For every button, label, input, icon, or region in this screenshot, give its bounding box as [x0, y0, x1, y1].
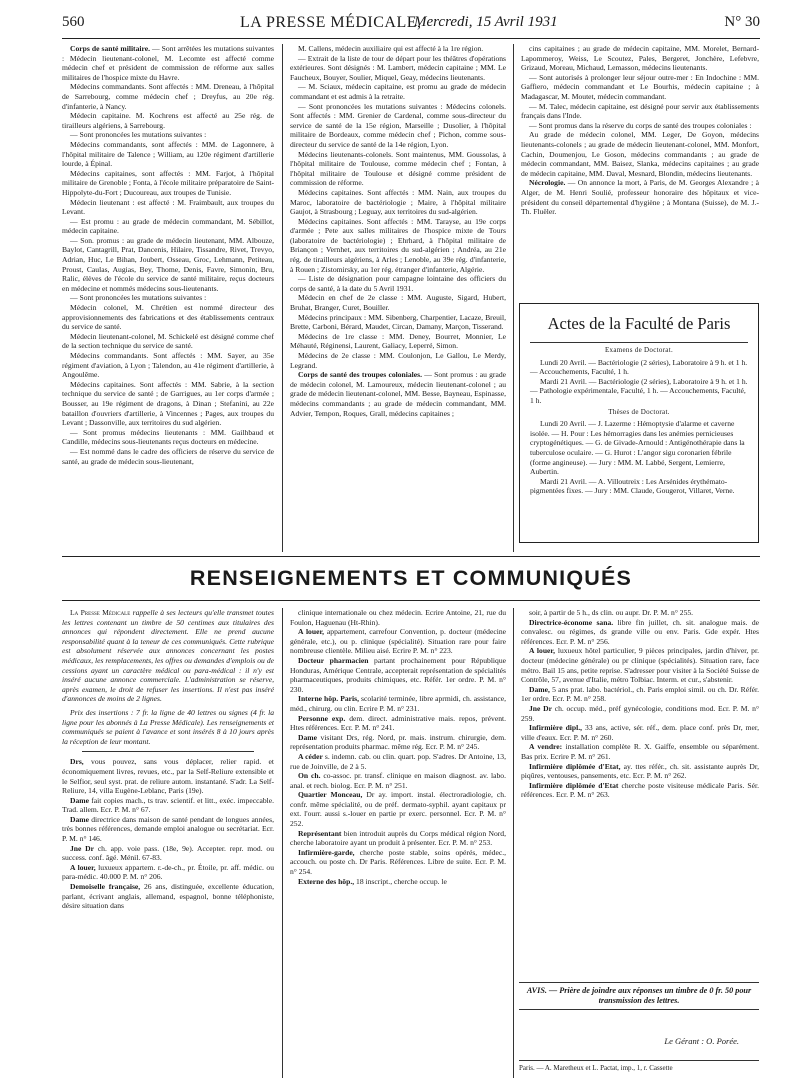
news-paragraph: Médecin capitaine. M. Kochrens est affecté au 25e rég. de tirailleurs algériens, à Sarrebourg. [62, 111, 274, 130]
classified-ad: A louer, appartement, carrefour Convention, p. docteur (médecine générale, etc.), ou p. clinique (spécialité). Situation rare pour faire nombreuse clientèle. Milieu aisé. Ecrire P. M. n° 223. [290, 627, 506, 656]
news-paragraph: Médecins capitaines, sont affectés : MM. Farjot, à l'hôpital militaire de Grenoble ; Fonta, à l'école militaire préparatoire de Saint-Hippolyte-du-Fort ; Ducoureau, aux troupes de Tunisie. [62, 168, 274, 197]
news-paragraph: Médecins capitaines. Sont affectés : MM. Tarayse, au 19e corps d'armée ; Pete aux salles militaires de l'hospice mixte de Tours (laboratoire de bactériologie) ; Ehrhard, à l'hôpital militaire de Briançon ; Vernhet, aux territoires du sud-algérien ; Andréa, au 21e rég. de tirailleurs algériens, à Arles ; Lenoble, au 39e rég. d'infanterie, à Rouen ; Zistomirsky, au 1er rég. étranger d'infanterie, Algérie. [290, 216, 506, 274]
news-paragraph-title: Corps de santé militaire. [70, 44, 150, 53]
classified-ad-title: Externe des hôp., [298, 876, 355, 886]
news-paragraph: Médecins commandants. Sont affectés : MM. Dreneau, à l'hôpital de Sarrebourg, comme médecin chef ; Dreyfus, au 20e rég. d'infanterie, à Nancy. [62, 82, 274, 111]
classified-ad-title: Directrice-économe sana. [529, 617, 614, 627]
page-number: 560 [62, 14, 85, 30]
classified-ad: clinique internationale ou chez médecin. Ecrire Antoine, 21, rue du Foulon, Haguenau (Ht-Rhin). [290, 608, 506, 627]
news-paragraph: — Son. promus : au grade de médecin lieutenant, MM. Albouze, Baylot, Cantagrill, Prat, Dancenis, Hilaire, Tissandre, Rivet, Trevyo, Adrian, Huc, Le Bihan, Joubert, Osseau, Groc, Lehmann, Petiteau, Proust, Caulas, Augias, Bey, Thome, Denis, Favre, Simonin, Bru, Ralic, élèves de l'école du service de santé militaire, reçus docteurs en médecine et nommés médecins sous-lieutenants. [62, 235, 274, 293]
news-paragraph: — Sont prononcées les mutations suivantes : [70, 293, 207, 303]
news-paragraph: Médecins principaux : MM. Sibenberg, Charpentier, Lacaze, Breuil, Brette, Carboni, Bérard, Maudet, Circan, Damany, Marçon, Tisserand. [290, 312, 506, 332]
classified-ad: On ch. co-assoc. pr. transf. clinique en maison diagnost. av. labo. anal. et rech. biolog. Ecr. P. M. n° 251. [290, 771, 506, 790]
exams-heading: Examens de Doctorat. [604, 346, 673, 354]
gerant-signature: Le Gérant : O. Porée. [664, 1036, 739, 1046]
classified-ad: Infirmière-garde, cherche poste stable, soins opérés, médec., accouch. ou poste ch. Dr Paris. Références. Libre de suite. Ecr. P. M. n° 254. [290, 847, 506, 877]
avis-notice: AVIS. — Prière de joindre aux réponses un timbre de 0 fr. 50 pour transmission des lettres. [519, 982, 759, 1010]
classified-ad: Jne Dr ch. app. voie pass. (18e, 9e). Accepter. repr. mod. ou success. conf. âgé. Ménil. 67-83. [62, 843, 274, 863]
classified-ad-title: Infirmière diplômée d'Etat, [529, 761, 621, 771]
news-paragraph: Corps de santé des troupes coloniales. — Sont promus : au grade de médecin colonel, M. Lamoureux, médecin lieutenant-colonel ; au grade de médecin lieutenant-colonel, MM. Besse, Bayneau, Espinasse, médecins commandants ; au grade de médecin commandant, MM. Advier, Tempon, Roques, Grall, médecins capitaines ; [290, 370, 506, 418]
classified-ad-title: Dame [298, 732, 317, 742]
news-paragraph: — Sont promus médecins lieutenants : MM. Gailhbaud et Candille, médecins sous-lieutenants reçus docteurs en médecine. [62, 427, 274, 447]
classified-ad-title: Dame [70, 795, 89, 805]
thesis-entry: Mardi 21 Avril. — A. Villoutreix : Les Arsénides érythémato-pigmentées fixes. — Jury : MM. Claude, Gougerot, Villaret, Verne. [530, 476, 735, 496]
faculty-title-rule [530, 342, 748, 343]
column-ads-1 [62, 608, 274, 1078]
classified-ad: Interne hôp. Paris, scolarité terminée, libre aprmidi, ch. assistance, méd., chirurg. ou clin. Ecrire P. M. n° 231. [290, 694, 506, 713]
classified-ad: Docteur pharmacien partant prochainement pour République Honduras, Amérique Centrale, accepterait représentation de spécialités pharmaceutiques, produits chimiques, etc. Référ. 1er ordre. P. M. n° 230. [290, 655, 506, 694]
classified-ad-title: Infirmière-garde, [298, 847, 355, 857]
column-ads-3 [521, 608, 759, 978]
classified-ad: Infirmière diplômée d'Etat, ay. ttes référ., ch. sit. assistante auprès Dr, piqûres, ventouses, pansements, etc. Ecr. P. M. n° 262. [521, 761, 759, 781]
column-military-continued [290, 44, 506, 552]
column-ads-2 [290, 608, 506, 1078]
issue-number: N° 30 [724, 14, 760, 30]
column-divider [513, 608, 514, 1078]
faculty-title: Actes de la Faculté de Paris [547, 314, 731, 333]
classified-ad: Dame, 5 ans prat. labo. bactériol., ch. Paris emploi simil. ou ch. Dr. Référ. 1er ordre. Ecr. P. M. n° 258. [521, 684, 759, 704]
news-paragraph: cins capitaines ; au grade de médecin capitaine, MM. Morelet, Bernard-Lapommeroy, Weiss, Le Scoutez, Pales, Bergeret, Jonchère, Lefebvre, Grizaud, Moreau, Michaud, Lemasson, médecins lieutenants. [521, 44, 759, 73]
news-paragraph: — M. Talec, médecin capitaine, est désigné pour servir aux établissements français dans l'Inde. [521, 101, 759, 121]
news-paragraph: — Sont promus dans la réserve du corps de santé des troupes coloniales : [529, 120, 752, 130]
classified-ad-title: Quartier Monceau, [298, 790, 363, 800]
classified-ad: soir, à partir de 5 h., ds clin. ou aupr. Dr. P. M. n° 255. [529, 608, 694, 617]
classified-ad: Jne Dr ch. occup. méd., préf gynécologie, conditions mod. Ecr. P. M. n° 259. [521, 703, 759, 723]
classified-ad-title: Représentant [298, 828, 342, 838]
news-paragraph: Médecins commandants. Sont affectés : MM. Sayer, au 35e régiment d'aviation, à Lyon ; Talendon, au 41e régiment d'artillerie, à Angoulême. [62, 351, 274, 380]
header-rule [62, 38, 760, 39]
ads-list [62, 757, 274, 911]
column-divider [282, 44, 283, 552]
news-paragraph: — M. Sciaux, médecin capitaine, est promu au grade de médecin commandant et est admis à la retraite. [290, 82, 506, 101]
news-paragraph: M. Callens, médecin auxiliaire qui est affecté à la 1re région. [298, 44, 484, 53]
running-head [62, 14, 760, 36]
exam-entry: Lundi 20 Avril. — Bactériologie (2 séries), Laboratoire à 9 h. et 1 h. — Accouchements, Faculté, 1 h. [530, 357, 748, 377]
intro-rule [82, 751, 254, 752]
news-paragraph: Médecins de 1re classe : MM. Deney, Bourret, Monnier, Le Méhauté, Réginensi, Laurent, Galiacy, Leperré, Simon. [290, 331, 506, 351]
classified-ad-title: A vendre: [529, 742, 563, 752]
news-paragraph: Médecins commandants, sont affectés : MM. de Lagonnere, à l'hôpital militaire de Talence ; William, au 120e régiment d'artillerie lourde, à Épinal. [62, 139, 274, 169]
insertion-prices: Prix des insertions : 7 fr. la ligne de 40 lettres ou signes (4 fr. la ligne pour les abonnés à La Presse Médicale). Les renseignements et communiqués se paient à l'avance et sont insérés 8 à 10 jours après la réception de leur montant. [62, 707, 274, 746]
classified-ad: Directrice-économe sana. libre fin juillet, ch. sit. analogue mais. de convalesc. ou régimes, ds grande ville ou env. Paris. Gde expér. Htes références. Ecr. P. M. n° 256. [521, 617, 759, 646]
thesis-entry: Lundi 20 Avril. — J. Lazerme : Hémoptysie d'alarme et caverne isolée. — H. Pour : Les hémorragies dans les anémies pernicieuses cryptogénétiques. — G. de Givade-Arnould : Antigénothérapie dans la tuberculose oculaire. — G. Hurot : L'angor sigu coronarien fébrile (forme angineuse). — Jury : MM. M. Labbé, Sergent, Lemierre, Aubertin. [530, 419, 745, 477]
news-paragraph: Médecin en chef de 2e classe : MM. Auguste, Sigard, Hubert, Bruhat, Branger, Curet, Bouiller. [290, 293, 506, 313]
news-paragraph: — Sont prononcées les mutations suivantes : [70, 130, 207, 140]
printer-imprint: Paris. — A. Maretheux et L. Pactat, imp., 1, r. Cassette [519, 1060, 759, 1072]
news-paragraph: — Liste de désignation pour campagne lointaine des officiers du corps de santé, à la date du 5 Avril 1931. [290, 274, 506, 293]
classified-ad: Dame fait copies mach., ts trav. scientif. et litt., exéc. impeccable. Trad. allem. Ecr. P. M. n° 67. [62, 795, 274, 815]
classified-ad-title: A céder [298, 751, 323, 761]
classified-ad: Externe des hôp., 18 inscript., cherche occup. le [298, 876, 447, 886]
column-divider [282, 608, 283, 1078]
column-divider [513, 44, 514, 552]
classified-ad: Dame directrice dans maison de santé pendant de longues années, très bonnes références, demande emploi analogue ou secrétariat. Ecr. P. M. n° 146. [62, 814, 274, 844]
news-paragraph: — Extrait de la liste de tour de départ pour les théâtres d'opérations extérieures. Sont désignés : M. Lambert, médecin capitaine ; MM. Le Faucheux, Bouyer, Soulier, Miquel, Geay, médecins lieutenants. [290, 53, 506, 82]
classified-ad-title: Infirmière diplômée d'Etat [529, 780, 619, 790]
classified-ad-title: Jne Dr [70, 843, 95, 853]
news-paragraph: Médecins de 2e classe : MM. Coulonjon, Le Gallou, Le Merdy, Legrand. [290, 351, 506, 370]
column-colonial-necrology [521, 44, 759, 296]
news-paragraph: Médecin colonel, M. Chrétien est nommé directeur des approvisionnements des fabrications et des établissements centraux du service de santé. [62, 303, 274, 332]
faculty-body [530, 344, 748, 496]
news-paragraph-title: Nécrologie. [529, 178, 566, 188]
classified-ad-title: A louer, [70, 862, 96, 872]
classified-ad-title: Interne hôp. Paris, [298, 694, 359, 704]
news-paragraph: — Est nommé dans le cadre des officiers de réserve du service de santé, au grade de médecin sous-lieutenant, [62, 446, 274, 466]
classified-ad-title: Docteur pharmacien [298, 655, 369, 665]
classified-ad: Drs, vous pouvez, sans vous déplacer, relier rapid. et économiquement livres, revues, etc., par la Self-Reliure extensible et le Selfior, seul syst. prat. de reliure autom. instantané. S'adr. La Self-Reliure, 14, villa Eugène-Leblanc, Paris (19e). [62, 757, 274, 796]
news-paragraph: Médecins capitaines. Sont affectés : MM. Sabrie, à la section technique du service de santé ; de Garrigues, au 1er corps d'armée ; Bousser, au 19e régiment de dragons, à Dinan ; Stefanini, au 22e bataillon d'ouvriers d'artillerie, à Vincennes ; Pages, aux troupes du Levant ; Dassonville, aux territoires du sud algérien. [62, 379, 274, 428]
news-paragraph-title: Corps de santé des troupes coloniales. [298, 370, 422, 380]
classified-ad-title: Jne Dr [529, 703, 552, 713]
classified-ad-title: On ch. [298, 771, 321, 781]
news-paragraph: Nécrologie. — On annonce la mort, à Paris, de M. Georges Alexandre ; à Alger, de M. Henri Soulié, professeur honoraire des hôpitaux et vice-président du conseil départemental d'hygiène ; à Montana (Suisse), de M. J.-Th. Fluëler. [521, 178, 759, 217]
section-banner: RENSEIGNEMENTS ET COMMUNIQUÉS [189, 566, 633, 590]
classified-ad: Quartier Monceau, Dr ay. import. instal. électroradiologie, ch. confr. même spécialité, ou de préf. dermato-syphil. ayant capitaux pr ext. l'ourr. aussi s.-louer en partie pr exerc. personnel. Ecr. P. M. n° 252. [290, 790, 506, 829]
news-paragraph: — Sont autorisés à prolonger leur séjour outre-mer : En Indochine : MM. Gaffiero, médecin commandant et Le Bourhis, médecin capitaine ; à Madagascar, M. Moutet, médecin commandant. [521, 72, 759, 101]
issue-date: Mercredi, 15 Avril 1931 [414, 14, 558, 30]
classified-ad-title: Dame, [529, 684, 550, 694]
classified-ad: Représentant bien introduit auprès du Corps médical région Nord, cherche laboratoire ayant un produit à présenter. Ecr. P. M. n° 253. [290, 828, 506, 848]
classified-ad: Personne exp. dem. direct. administrative mais. repos, prévent. Htes références. Ecr. P. M. n° 241. [290, 713, 506, 733]
news-paragraph: — Sont prononcées les mutations suivantes : Médecins colonels. Sont affectés : MM. Grenier de Cardenal, comme sous-directeur du service de santé de la 15e région, Marseille ; Dusolier, à l'hôpital militaire de Bordeaux, comme médecin chef ; Pichon, comme sous-directeur du service de santé de la 14e région, Lyon. [290, 101, 506, 149]
classified-ad-title: Infirmière dipl., [529, 723, 583, 733]
banner-rule [62, 600, 760, 601]
classified-ad: Demoiselle française, 26 ans, distinguée, excellente éducation, parlant, écrivant anglais, allemand, espagnol, bonne téléphoniste, désire situation dans [62, 882, 274, 911]
intro-paragraph: La Presse Médicale rappelle à ses lecteurs qu'elle transmet toutes les lettres contenant un timbre de 50 centimes aux titulaires des annonces qui répondent directement. Elle ne prend aucune responsabilité quant à la teneur de ces communiqués. Cette rubrique est absolument réservée aux annonces concernant les postes médicaux, les remplacements, les offres ou demandes d'emplois ou de cessions ayant un caractère médical ou para-médical : il n'y est inséré aucune annonce commerciale. L'administration se réserve, après examen, le droit de refuser les insertions. Il n'est pas inséré d'annonces de moins de 2 lignes. [62, 608, 274, 704]
faculty-box [519, 303, 759, 543]
news-paragraph: Corps de santé militaire. — Sont arrêtées les mutations suivantes : Médecin lieutenant-colonel, M. Lecomte est affecté comme médecin chef et président de commission de réforme aux salles militaires de l'hospice mixte du Havre. [62, 44, 274, 82]
classified-ad-title: Dame [70, 814, 89, 824]
classified-ad: Infirmière dipl., 33 ans, active, sér. réf., dem. place conf. près Dr, mer, ville d'eaux. Ecr. P. M. n° 260. [521, 723, 759, 742]
classified-ad-title: Demoiselle française, [70, 882, 141, 892]
section-rule [62, 556, 760, 557]
theses-heading: Thèses de Doctorat. [608, 407, 670, 416]
classified-ad-title: Drs, [70, 757, 84, 767]
exam-entry: Mardi 21 Avril. — Bactériologie (2 séries), Laboratoire à 9 h. et 1 h. — Pathologie expérimentale, Faculté, 1 h. — Accouchements, Faculté, 1 h. [530, 376, 748, 405]
news-paragraph: Médecins capitaines. Sont affectés : MM. Nain, aux troupes du Maroc, laboratoire de bactériologie ; Maire, à l'hôpital militaire Gaujot, à Strasbourg ; Leguay, aux territoires du sud-algérien. [290, 187, 506, 217]
classified-ad-title: Personne exp. [298, 713, 346, 723]
classified-ad: A louer, luxueux hôtel particulier, 9 pièces principales, jardin d'hiver, pr. docteur (médecine générale) ou pr clinique (spécialités). Situation rare, face métro. Bail 15 ans, petite reprise. S'adresser pour visiter à la Société Suisse de Contrôle, 57, avenue d'Italie, métro Tolbiac. Interm. et cur., s'abstenir. [521, 646, 759, 685]
journal-title: LA PRESSE MÉDICALE, [240, 14, 422, 31]
classified-ad: Dame visitant Drs, rég. Nord, pr. mais. instrum. chirurgie, dem. représentation produits pharmac. même rég. Ecr. P. M. n° 245. [290, 732, 506, 752]
news-paragraph: — Est promu : au grade de médecin commandant, M. Sébillot, médecin capitaine. [62, 216, 274, 236]
news-paragraph: Médecin lieutenant : est affecté : M. Fraimbault, aux troupes du Levant. [62, 197, 274, 217]
classified-ad: A vendre: installation complète R. X. Gaiffe, ensemble ou séparément. Bas prix. Ecrire P. M. n° 261. [521, 742, 759, 761]
classified-ad: Infirmière diplômée d'Etat cherche poste visiteuse médicale Paris. Sér. références. Ecr. P. M. n° 263. [521, 780, 759, 800]
news-paragraph: Au grade de médecin colonel, MM. Leger, De Goyon, médecins lieutenants-colonels ; au grade de médecin lieutenant-colonel, MM. Monfort, Cachin, Doumenjou, Le Goson, médecins commandants ; au grade de médecin commandant, MM. Baisez, Slanka, médecins capitaines ; au grade de médecin capitaine, MM. Daval, Mesnard, Blondin, médecins lieutenants. [521, 130, 759, 178]
classified-ad-title: A louer, [529, 646, 555, 656]
classified-ad: A céder s. indemn. cab. ou clin. quart. pop. S'adres. Dr Antoine, 13, rue de Joinville, de 2 à 5. [290, 751, 506, 771]
news-paragraph: Médecin lieutenant-colonel, M. Schickelé est désigné comme chef de la section technique du service de santé. [62, 331, 274, 351]
news-paragraph: Médecins lieutenants-colonels. Sont maintenus, MM. Goussolas, à l'hôpital militaire de Toulouse, comme médecin chef ; Fontan, à l'hôpital militaire de Toulouse et désigné comme président de commission de réforme. [290, 149, 506, 188]
classified-ad: A louer, luxueux appartem. r.-de-ch., pr. Étoile, pr. aff. médic. ou para-médic. 40.000 P. M. n° 206. [62, 862, 274, 882]
classified-ad-title: A louer, [298, 627, 325, 637]
column-military [62, 44, 274, 552]
journal-name: La Presse Médicale [70, 608, 131, 617]
